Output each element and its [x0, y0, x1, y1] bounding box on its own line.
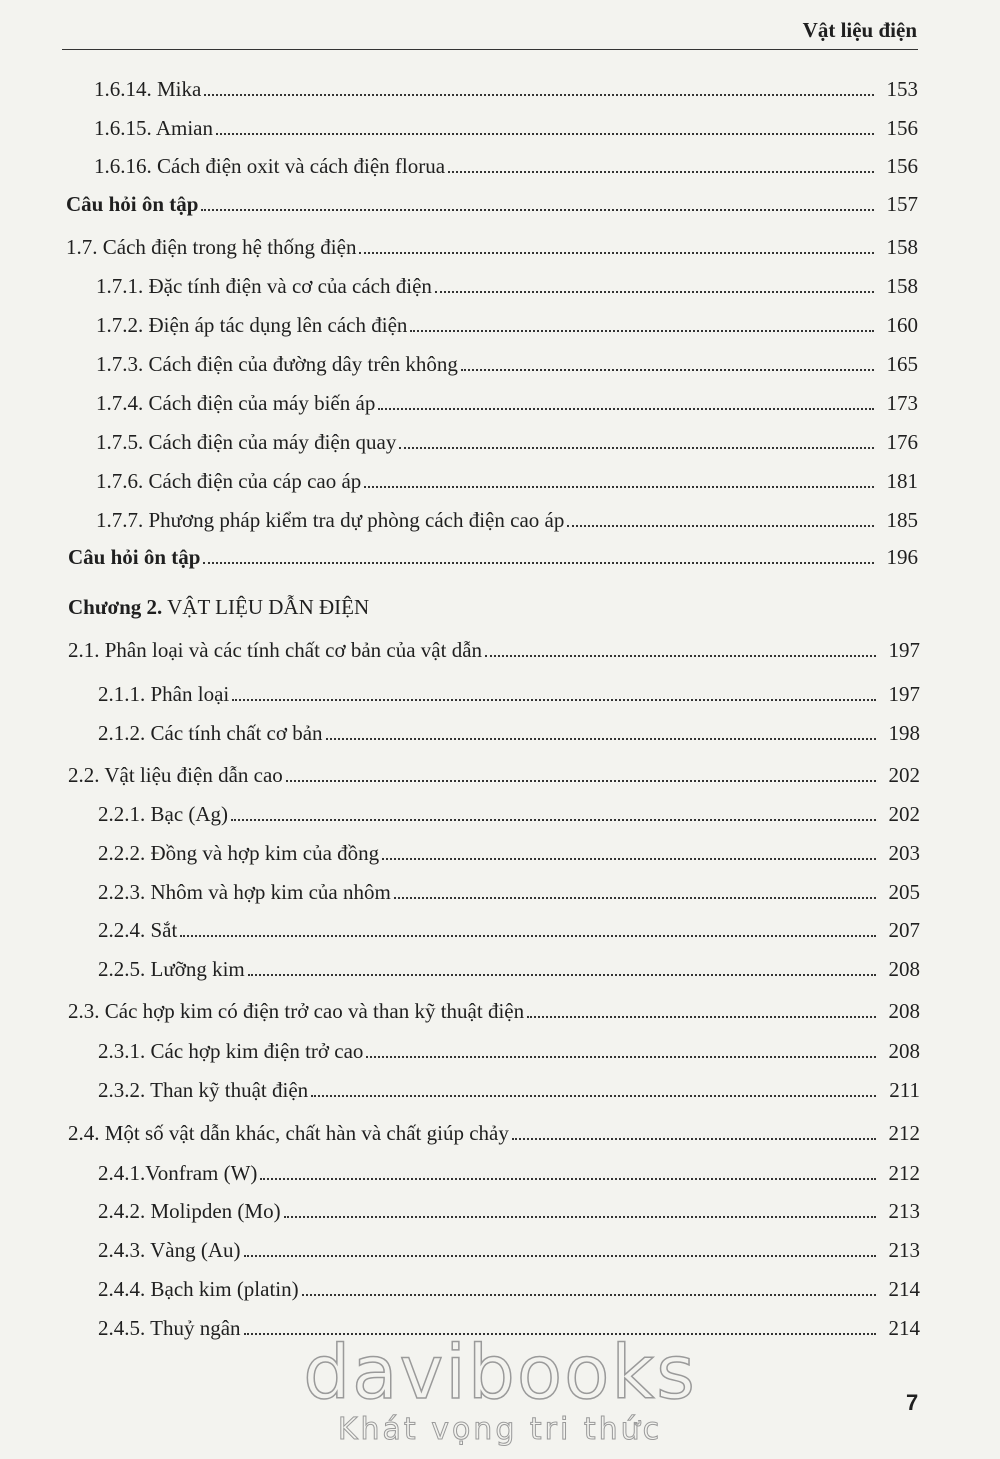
toc-entry-label: 2.3. Các hợp kim có điện trở cao và than kỹ thuật điện — [68, 999, 525, 1023]
toc-entry-page: 214 — [888, 1316, 920, 1340]
toc-entry-page: 197 — [888, 682, 920, 706]
toc-entry — [0, 677, 1000, 707]
toc-entry-label: 1.7.4. Cách điện của máy biến áp — [96, 391, 376, 415]
toc-entry — [0, 149, 1000, 179]
toc-entry-page: 160 — [886, 313, 918, 337]
toc-entry-label: 2.4. Một số vật dẫn khác, chất hàn và chất giúp chảy — [68, 1121, 509, 1145]
toc-leader-dots — [512, 1138, 876, 1140]
toc-entry-page: 198 — [888, 721, 920, 745]
toc-leader-dots — [232, 699, 876, 701]
toc-entry-label: 2.1.2. Các tính chất cơ bản — [98, 721, 323, 745]
toc-entry — [0, 111, 1000, 141]
toc-entry-page: 181 — [886, 469, 918, 493]
toc-entry-label: 2.4.2. Molipden (Mo) — [98, 1199, 281, 1223]
toc-leader-dots — [394, 897, 876, 899]
toc-leader-dots — [311, 1095, 876, 1097]
toc-leader-dots — [231, 819, 876, 821]
toc-entry-page: 202 — [888, 763, 920, 787]
toc-entry-page: 208 — [888, 957, 920, 981]
toc-entry-page: 158 — [886, 274, 918, 298]
toc-entry — [0, 503, 1000, 533]
toc-leader-dots — [435, 291, 874, 293]
toc-entry-page: 208 — [888, 1039, 920, 1063]
toc-entry-page: 176 — [886, 430, 918, 454]
toc-entry-label: 1.7. Cách điện trong hệ thống điện — [66, 235, 357, 259]
toc-entry-label: 1.7.3. Cách điện của đường dây trên không — [96, 352, 458, 376]
toc-entry — [0, 386, 1000, 416]
toc-entry-page: 158 — [886, 235, 918, 259]
chapter-title: VẬT LIỆU DẪN ĐIỆN — [167, 595, 370, 619]
toc-entry-page: 165 — [886, 352, 918, 376]
toc-entry-page: 213 — [888, 1238, 920, 1262]
toc-entry-label: Câu hỏi ôn tập — [68, 545, 201, 569]
toc-entry-page: 197 — [888, 638, 920, 662]
toc-entry-page: 205 — [888, 880, 920, 904]
toc-entry-page: 213 — [888, 1199, 920, 1223]
toc-entry — [0, 913, 1000, 943]
toc-entry — [0, 716, 1000, 746]
toc-entry-label: 1.7.7. Phương pháp kiểm tra dự phòng cách điện cao áp — [96, 508, 565, 532]
toc-section-entry — [0, 1116, 1000, 1146]
toc-leader-dots — [399, 447, 874, 449]
toc-entry-label: 2.2.4. Sắt — [98, 918, 178, 942]
toc-entry-page: 207 — [888, 918, 920, 942]
toc-entry-page: 156 — [886, 154, 918, 178]
toc-entry — [0, 1156, 1000, 1186]
toc-leader-dots — [527, 1016, 876, 1018]
toc-entry-label: 2.3.1. Các hợp kim điện trở cao — [98, 1039, 364, 1063]
toc-leader-dots — [203, 562, 874, 564]
toc-leader-dots — [216, 133, 874, 135]
toc-entry-label: 1.7.2. Điện áp tác dụng lên cách điện — [96, 313, 408, 337]
toc-entry-page: 156 — [886, 116, 918, 140]
header-divider — [62, 49, 918, 50]
toc-entry-label: 2.4.5. Thuỷ ngân — [98, 1316, 241, 1340]
page-number: 7 — [906, 1390, 919, 1415]
toc-section-entry — [0, 633, 1000, 663]
toc-entry-label: 2.1.1. Phân loại — [98, 682, 230, 706]
toc-leader-dots — [378, 408, 874, 410]
toc-leader-dots — [244, 1255, 876, 1257]
toc-entry — [0, 952, 1000, 982]
toc-entry-page: 212 — [888, 1121, 920, 1145]
toc-entry — [0, 72, 1000, 102]
toc-entry — [0, 875, 1000, 905]
toc-entry — [0, 1073, 1000, 1103]
toc-entry-label: 2.2.2. Đồng và hợp kim của đồng — [98, 841, 380, 865]
toc-entry-page: 196 — [886, 545, 918, 569]
toc-entry-page: 153 — [886, 77, 918, 101]
toc-entry — [0, 425, 1000, 455]
running-header-title: Vật liệu điện — [802, 18, 917, 42]
toc-entry-label: 2.4.1.Vonfram (W) — [98, 1161, 258, 1185]
toc-entry-label: 2.4.4. Bạch kim (platin) — [98, 1277, 299, 1301]
toc-leader-dots — [485, 655, 876, 657]
toc-entry-label: 2.4.3. Vàng (Au) — [98, 1238, 241, 1262]
toc-entry-label: 1.7.6. Cách điện của cáp cao áp — [96, 469, 362, 493]
toc-entry-label: 1.6.14. Mika — [94, 77, 202, 101]
chapter-number: Chương 2. — [68, 595, 163, 619]
toc-review-entry — [0, 540, 1000, 570]
toc-entry-label: 2.3.2. Than kỹ thuật điện — [98, 1078, 309, 1102]
watermark-brand: davibooks — [303, 1330, 697, 1416]
toc-leader-dots — [461, 369, 874, 371]
toc-leader-dots — [248, 974, 876, 976]
toc-leader-dots — [302, 1294, 876, 1296]
toc-leader-dots — [382, 858, 876, 860]
toc-entry-label: 1.7.1. Đặc tính điện và cơ của cách điện — [96, 274, 432, 298]
toc-entry-page: 173 — [886, 391, 918, 415]
toc-leader-dots — [201, 209, 874, 211]
toc-section-entry — [0, 994, 1000, 1024]
toc-entry-page: 212 — [888, 1161, 920, 1185]
toc-entry-label: 2.1. Phân loại và các tính chất cơ bản của vật dẫn — [68, 638, 483, 662]
toc-leader-dots — [366, 1056, 876, 1058]
toc-entry — [0, 1272, 1000, 1302]
toc-entry-label: 1.6.15. Amian — [94, 116, 213, 140]
toc-entry-label: 1.7.5. Cách điện của máy điện quay — [96, 430, 397, 454]
toc-entry-page: 208 — [888, 999, 920, 1023]
toc-leader-dots — [410, 330, 874, 332]
toc-leader-dots — [260, 1178, 876, 1180]
toc-leader-dots — [284, 1216, 876, 1218]
toc-entry — [0, 1194, 1000, 1224]
toc-review-entry — [0, 187, 1000, 217]
toc-entry — [0, 269, 1000, 299]
toc-leader-dots — [567, 525, 874, 527]
toc-entry-page: 211 — [889, 1078, 920, 1102]
toc-section-entry — [0, 758, 1000, 788]
toc-entry-label: 1.6.16. Cách điện oxit và cách điện florua — [94, 154, 446, 178]
toc-section-entry — [0, 230, 1000, 260]
toc-leader-dots — [326, 738, 876, 740]
toc-entry-page: 214 — [888, 1277, 920, 1301]
toc-leader-dots — [359, 252, 874, 254]
toc-entry — [0, 1034, 1000, 1064]
toc-entry-page: 157 — [886, 192, 918, 216]
toc-leader-dots — [204, 94, 874, 96]
toc-entry — [0, 836, 1000, 866]
toc-entry — [0, 347, 1000, 377]
toc-leader-dots — [286, 780, 876, 782]
toc-entry-label: 2.2.3. Nhôm và hợp kim của nhôm — [98, 880, 391, 904]
toc-entry-page: 202 — [888, 802, 920, 826]
watermark-tagline: Khát vọng tri thức — [337, 1412, 663, 1447]
toc-entry — [0, 797, 1000, 827]
toc-entry-label: 2.2.5. Lưỡng kim — [98, 957, 245, 981]
toc-leader-dots — [448, 171, 874, 173]
toc-leader-dots — [180, 935, 876, 937]
toc-entry — [0, 1233, 1000, 1263]
toc-entry-label: Câu hỏi ôn tập — [66, 192, 199, 216]
toc-entry-label: 2.2.1. Bạc (Ag) — [98, 802, 229, 826]
toc-entry — [0, 308, 1000, 338]
toc-entry-page: 185 — [886, 508, 918, 532]
toc-entry-label: 2.2. Vật liệu điện dẫn cao — [68, 763, 283, 787]
toc-entry-page: 203 — [888, 841, 920, 865]
toc-entry — [0, 464, 1000, 494]
chapter-heading — [68, 595, 369, 620]
toc-leader-dots — [364, 486, 874, 488]
